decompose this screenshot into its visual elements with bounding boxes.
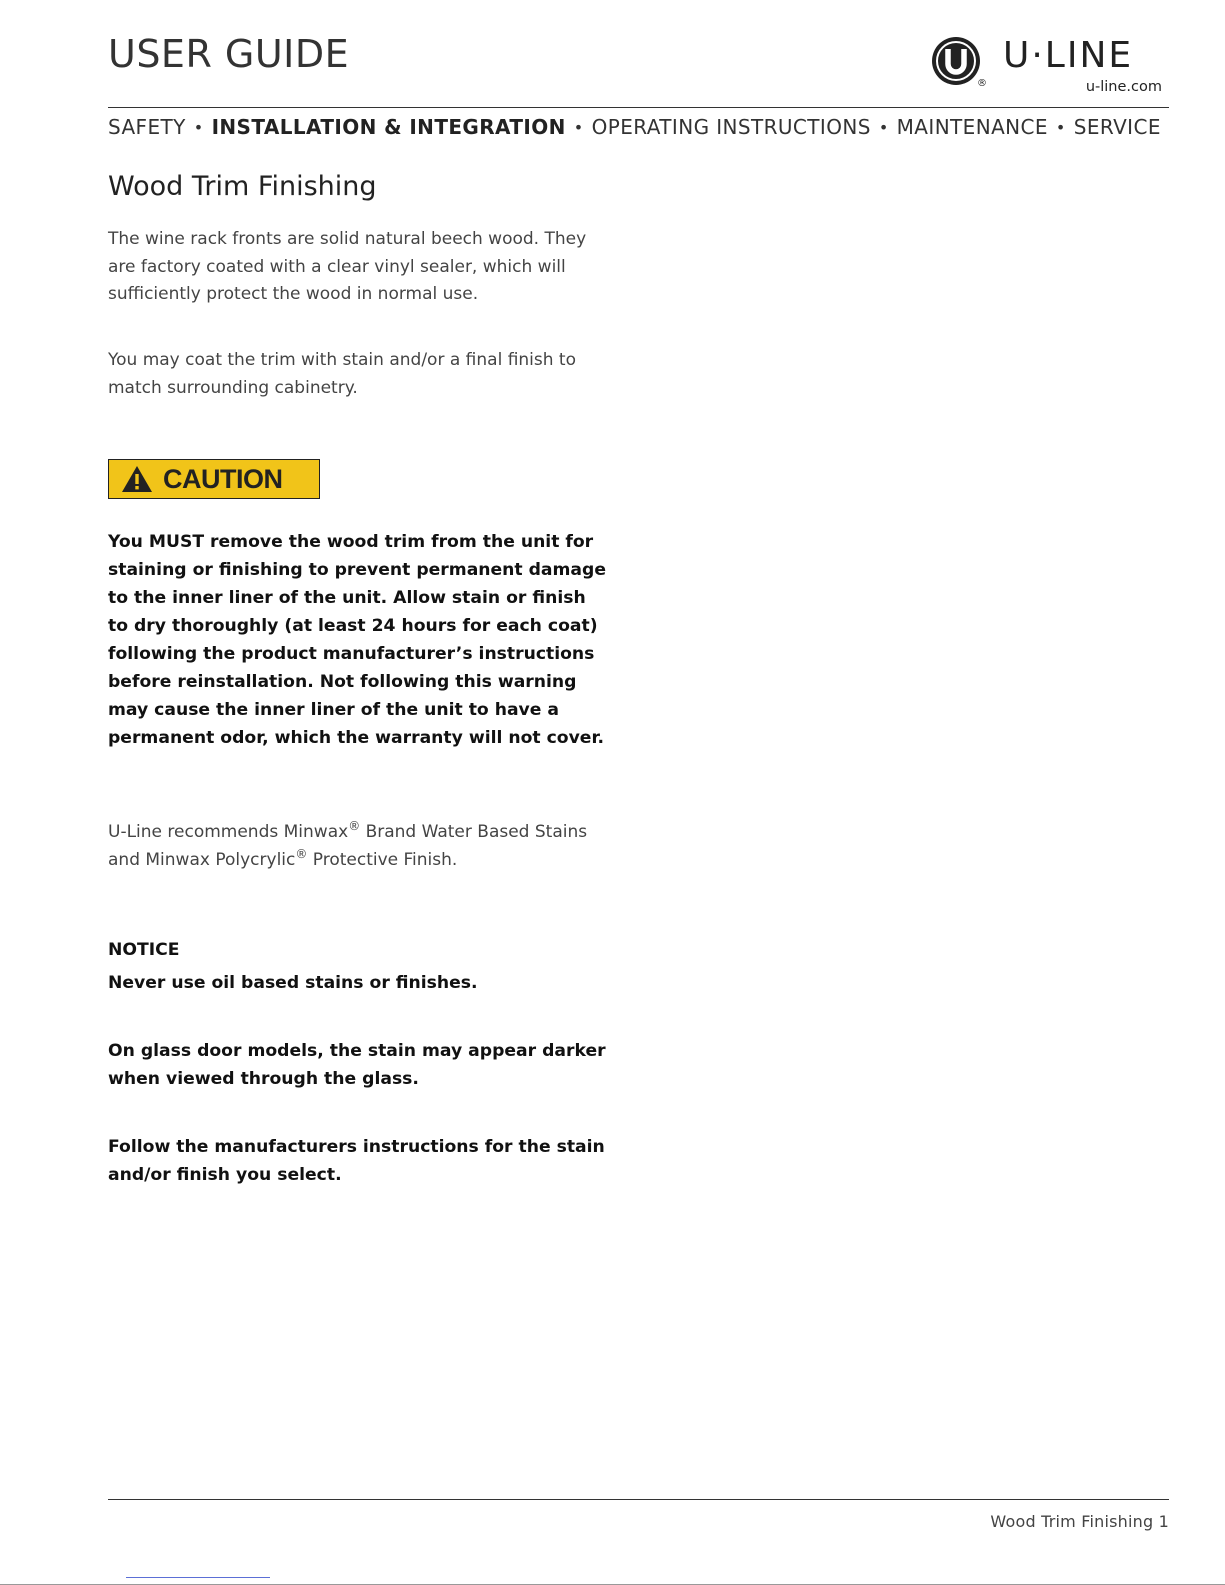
- notice-item: On glass door models, the stain may appear darker when viewed through the glass.: [108, 1041, 606, 1089]
- finish-paragraph: You may coat the trim with stain and/or a final finish to match surrounding cabinetry.: [108, 350, 576, 398]
- nav-item-service: SERVICE: [1073, 115, 1161, 139]
- recommendation-text: U-Line recommends Minwax: [108, 822, 349, 842]
- nav-separator: •: [878, 117, 889, 137]
- recommendation-paragraph: [108, 819, 603, 874]
- page-footer: Wood Trim Finishing 1: [990, 1512, 1169, 1531]
- brand-logo-icon: [931, 36, 981, 86]
- header-divider: [108, 107, 1169, 108]
- section-nav: [108, 115, 1170, 139]
- brand-logo: [925, 34, 1165, 100]
- intro-paragraph: The wine rack fronts are solid natural beech wood. They are factory coated with a clear vinyl sealer, which will sufficiently protect the wood in normal use.: [108, 229, 587, 304]
- nav-separator: •: [1055, 117, 1066, 137]
- nav-item-maintenance: MAINTENANCE: [896, 115, 1048, 139]
- brand-name: U·LINE: [1003, 35, 1134, 76]
- recommendation-text: Protective Finish.: [307, 849, 458, 870]
- nav-separator: •: [573, 117, 584, 137]
- footer-divider: [108, 1499, 1169, 1500]
- notice-item: Never use oil based stains or finishes.: [108, 973, 478, 993]
- nav-item-installation: INSTALLATION & INTEGRATION: [211, 115, 566, 139]
- notice-heading: NOTICE: [108, 940, 180, 960]
- caution-badge: [108, 459, 320, 499]
- nav-item-safety: SAFETY: [108, 115, 186, 139]
- caution-label: CAUTION: [163, 463, 283, 494]
- warning-triangle-icon: [121, 465, 153, 493]
- nav-separator: •: [193, 117, 204, 137]
- link-underline: [126, 1577, 270, 1578]
- nav-item-operating: OPERATING INSTRUCTIONS: [591, 115, 871, 139]
- section-title: Wood Trim Finishing: [108, 171, 377, 202]
- registered-mark: ®: [348, 819, 361, 833]
- notice-item: Follow the manufacturers instructions for the stain and/or finish you select.: [108, 1137, 605, 1185]
- brand-url: u-line.com: [1085, 79, 1162, 95]
- registered-mark: ®: [295, 846, 308, 861]
- registered-mark: ®: [977, 78, 987, 89]
- recommendation-text: Brand Water Based Stains and Minwax Polycrylic: [108, 822, 588, 870]
- doc-title: USER GUIDE: [108, 32, 350, 76]
- caution-text: You MUST remove the wood trim from the unit for staining or finishing to prevent permanent damage to the inner liner of the unit. Allow stain or finish to dry thoroughly (at least 24 hours for each coat) following the product manufacturer’s instructions before reinstallation. Not following this warning may cause the inner liner of the unit to have a permanent odor, which the warranty will not cover.: [108, 532, 606, 748]
